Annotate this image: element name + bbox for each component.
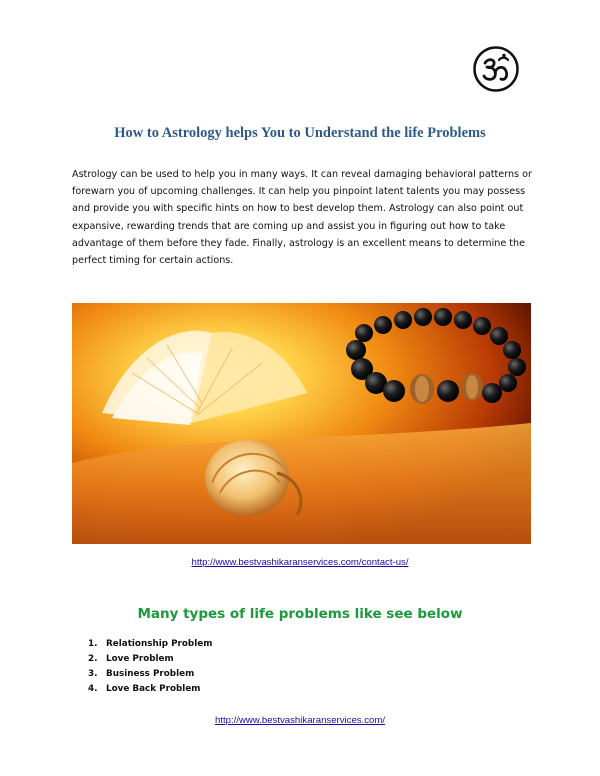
intro-paragraph: Astrology can be used to help you in many ways. It can reveal damaging behavioral patterns or forewarn you of upcoming challenges. It can help you pinpoint latent talents you may possess and provide you with specific hints on how to best develop them. Astrology can also point out expansive, rewarding trends that are coming up and assist you in figuring out how to take advantage of them before they fade. Finally, astrology is an excellent means to determine the perfect timing for certain actions. [72, 169, 532, 267]
list-item-number: 4. [88, 684, 98, 694]
page-title: How to Astrology helps You to Understand the life Problems [114, 125, 486, 141]
list-item-number: 2. [88, 654, 98, 664]
list-item-label: Relationship Problem [106, 639, 213, 649]
list-item [88, 682, 212, 697]
om-symbol-icon [473, 46, 519, 92]
list-item-label: Love Problem [106, 654, 174, 664]
list-item-number: 3. [88, 669, 98, 679]
contact-us-link[interactable]: http://www.bestvashikaranservices.com/contact-us/ [191, 557, 409, 568]
list-item [88, 667, 212, 682]
section-heading: Many types of life problems like see below [137, 606, 463, 622]
list-item-label: Business Problem [106, 669, 195, 679]
astrology-hero-image [72, 303, 531, 544]
home-link[interactable]: http://www.bestvashikaranservices.com/ [214, 715, 386, 726]
list-item [88, 637, 212, 652]
list-item-label: Love Back Problem [106, 684, 201, 694]
list-item [88, 652, 212, 667]
problems-list [88, 637, 212, 697]
list-item-number: 1. [88, 639, 98, 649]
